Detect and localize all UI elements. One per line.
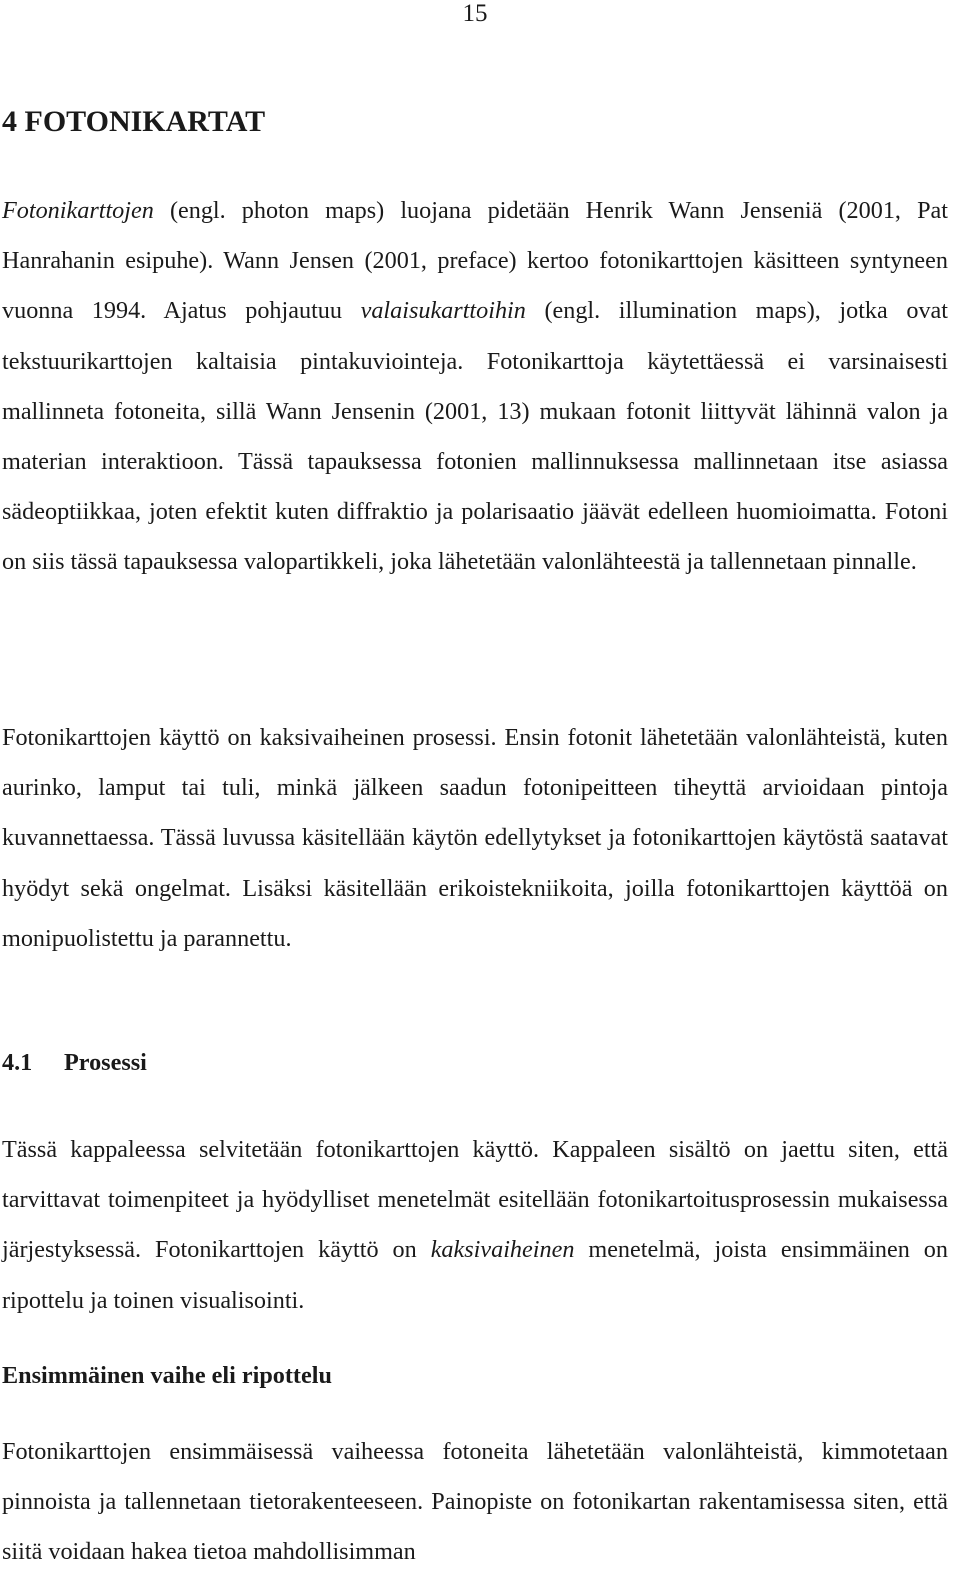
- chapter-heading: 4 FOTONIKARTAT: [2, 105, 266, 138]
- page-number: 15: [462, 0, 488, 27]
- section-heading: [2, 1046, 147, 1080]
- paragraph-process: [2, 1125, 948, 1326]
- section-number: 4.1: [2, 1049, 33, 1076]
- paragraph-overview: Fotonikarttojen käyttö on kaksivaiheinen prosessi. Ensin fotonit lähetetään valonlähteistä, kuten aurinko, lamput tai tuli, minkä jälkeen saadun fotonipeitteen tiheyttä arvioidaan pintoja kuvannettaessa. Tässä luvussa käsitellään käytön edellytykset ja fotonikarttojen käytöstä saatavat hyödyt sekä ongelmat. Lisäksi käsitellään erikoistekniikoita, joilla fotonikarttojen käyttöä on monipuolistettu ja parannettu.: [2, 724, 948, 952]
- paragraph-intro-term-photon-maps: Fotonikarttojen: [2, 197, 154, 224]
- paragraph-intro: [2, 186, 948, 588]
- paragraph-process-text-a: Tässä kappaleessa selvitetään fotonikarttojen käyttö. Kappaleen sisältö on jaettu siten, että tarvittavat toimenpiteet ja hyödylliset menetelmät esitellään fotonikartoitusprosessin mukaisessa järjestyksessä. Fotonikarttojen käyttö on: [2, 1136, 948, 1264]
- subheading: Ensimmäinen vaihe eli ripottelu: [2, 1362, 332, 1389]
- paragraph-process-term-two-phase: kaksivaiheinen: [430, 1236, 575, 1264]
- paragraph-process-text-b: menetelmä, joista ensimmäinen on ripottelu ja toinen visualisointi.: [2, 1236, 948, 1314]
- paragraph-scattering: Fotonikarttojen ensimmäisessä vaiheessa fotoneita lähetetään valonlähteistä, kimmotetaan pinnoista ja tallennetaan tietorakenteeseen. Painopiste on fotonikartan rakentamisessa siten, että siitä voidaan hakea tietoa mahdollisimman: [2, 1438, 948, 1566]
- paragraph-intro-text-a: (engl. photon maps) luojana pidetään Henrik Wann Jenseniä (2001, Pat Hanrahanin esipuhe). Wann Jensen (2001, preface) kertoo fotonikarttojen käsitteen syntyneen vuonna 1994. Ajatus pohjautuu: [2, 197, 948, 325]
- section-title: Prosessi: [64, 1049, 147, 1076]
- paragraph-intro-text-b: (engl. illumination maps), jotka ovat tekstuurikarttojen kaltaisia pintakuviointeja. Fotonikarttoja käytettäessä ei varsinaisesti mallinneta fotoneita, sillä Wann Jensenin (2001, 13) mukaan fotonit liittyvät lähinnä valon ja materian interaktioon. Tässä tapauksessa fotonien mallinnuksessa mallinnetaan itse asiassa sädeoptiikkaa, joten efektit kuten diffraktio ja polarisaatio jäävät edelleen huomioimatta. Fotoni on siis tässä tapauksessa valopartikkeli, joka lähetetään valonlähteestä ja tallennetaan pinnalle.: [2, 297, 948, 576]
- paragraph-intro-term-illumination-maps: valaisukarttoihin: [360, 297, 526, 325]
